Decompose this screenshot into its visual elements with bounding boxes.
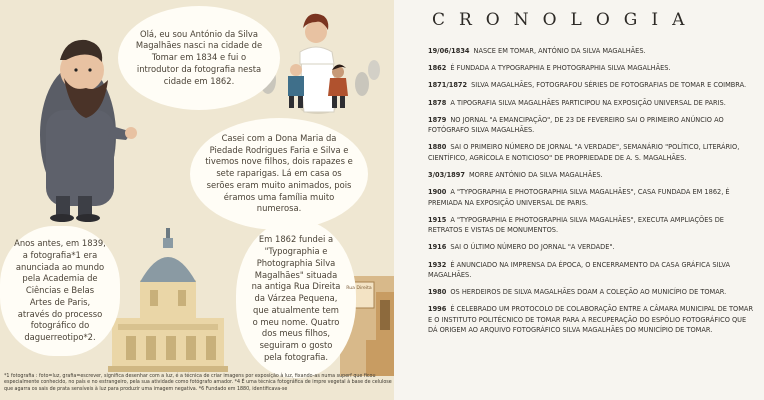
speech-bubble-1839: Anos antes, em 1839, a fotografia*1 era anunciada ao mundo pela Academia de Ciências e Belas Artes de Paris, através do processo fotográfico do daguerreotipo*2. (0, 226, 120, 356)
timeline-entry (428, 46, 754, 56)
timeline-entry (428, 260, 754, 281)
entry-text: NO JORNAL "A EMANCIPAÇÃO", DE 23 DE FEVEREIRO SAI O PRIMEIRO ANÚNCIO AO FOTÓGRAFO SILVA MAGALHÃES. (428, 115, 724, 135)
timeline (428, 46, 754, 342)
speech-bubble-1862: Em 1862 fundei a "Typographia e Photographia Silva Magalhães" situada na antiga Rua Direita da Várzea Pequena, que atualmente tem o meu nome. Quatro dos meus filhos, seguiram o gosto pela fotografia. (236, 220, 356, 378)
entry-date: 1871/1872 (428, 81, 468, 90)
academy-building-illustration (108, 228, 228, 372)
entry-text: É ANUNCIADO NA IMPRENSA DA ÉPOCA, O ENCERRAMENTO DA CASA GRÁFICA SILVA MAGALHÃES. (428, 260, 731, 280)
entry-date: 1862 (428, 64, 447, 73)
entry-date: 1932 (428, 260, 447, 269)
entry-date: 1916 (428, 243, 447, 252)
entry-text: OS HERDEIROS DE SILVA MAGALHÃES DOAM A COLEÇÃO AO MUNICÍPIO DE TOMAR. (450, 288, 727, 297)
entry-text: MORRE ANTÓNIO DA SILVA MAGALHÃES. (468, 171, 603, 180)
footnote: *1 fotografia : foto=luz, grafia=escrever, significa desenhar com a luz, é a técnica de criar imagens por exposição à luz, fixando-as numa superf que ficou especialmente conhecido, no país e no estrangeiro, pela sua atividade como fotógrafo amador. *4 É uma técnica fotográfica de impre vegetal à base de celulose que agarra os sais de prata sensíveis à luz para produzir uma imagem negativa. *6 Fundado em 1880, identificava-se (4, 374, 392, 392)
entry-text: É CELEBRADO UM PROTOCOLO DE COLABORAÇÃO ENTRE A CÂMARA MUNICIPAL DE TOMAR E O INSTITUTO POLITÉCNICO DE TOMAR PARA A RECUPERAÇÃO DO ESPÓLIO FOTOGRÁFICO QUE DÁ ORIGEM AO ARQUIVO FOTOGRÁFICO SILVA MAGALHÃES DO MUNICÍPIO DE TOMAR. (428, 305, 754, 335)
timeline-entry (428, 187, 754, 208)
entry-text: A TIPOGRAFIA SILVA MAGALHÃES PARTICIPOU NA EXPOSIÇÃO UNIVERSAL DE PARIS. (450, 98, 726, 107)
shop-sign: Rua Direita (346, 286, 372, 291)
speech-bubble-marriage: Casei com a Dona Maria da Piedade Rodrigues Faria e Silva e tivemos nove filhos, dois rapazes e sete raparigas. Lá em casa os serões eram muito animados, pois éramos uma família muito numerosa. (190, 118, 368, 230)
timeline-entry (428, 304, 754, 335)
entry-text: SILVA MAGALHÃES, FOTOGRAFOU SÉRIES DE FOTOGRAFIAS DE TOMAR E COIMBRA. (471, 81, 747, 90)
entry-date: 1915 (428, 215, 447, 224)
entry-date: 1980 (428, 288, 447, 297)
entry-date: 3/03/1897 (428, 171, 465, 180)
timeline-entry (428, 287, 754, 297)
entry-text: NASCE EM TOMAR, ANTÓNIO DA SILVA MAGALHÃES. (473, 47, 646, 55)
entry-date: 1900 (428, 188, 447, 197)
entry-text: A "TYPOGRAPHIA E PHOTOGRAPHIA SILVA MAGALHÃES", EXECUTA AMPLIAÇÕES DE RETRATOS E VISTAS DE MONUMENTOS. (428, 215, 724, 235)
entry-date: 1878 (428, 98, 447, 107)
timeline-entry (428, 63, 754, 73)
entry-text: É FUNDADA A TYPOGRAPHIA E PHOTOGRAPHIA SILVA MAGALHÃES. (450, 64, 671, 73)
timeline-entry (428, 98, 754, 108)
page-title: CRONOLOGIA (432, 10, 699, 30)
entry-date: 1879 (428, 115, 447, 124)
timeline-entry (428, 242, 754, 252)
entry-date: 1880 (428, 143, 447, 152)
speech-bubble-intro: Olá, eu sou António da Silva Magalhães nasci na cidade de Tomar em 1834 e fui o introdutor da fotografia nesta cidade em 1862. (118, 6, 280, 110)
entry-text: A "TYPOGRAPHIA E PHOTOGRAPHIA SILVA MAGALHÃES", CASA FUNDADA EM 1862, É PREMIADA NA EXPOSIÇÃO UNIVERSAL DE PARIS. (428, 188, 730, 207)
timeline-entry (428, 80, 754, 90)
entry-text: SAI O PRIMEIRO NÚMERO DE JORNAL "A VERDADE", SEMANÁRIO "POLÍTICO, LITERÁRIO, CIENTÍFICO, AGRÍCOLA E NOTICIOSO" DE PROPRIEDADE DE A. S. MAGALHÃES. (428, 143, 740, 162)
timeline-entry (428, 215, 754, 236)
entry-date: 19/06/1834 (428, 47, 470, 55)
timeline-entry (428, 115, 754, 136)
timeline-entry (428, 142, 754, 163)
timeline-entry (428, 170, 754, 180)
entry-text: SAI O ÚLTIMO NÚMERO DO JORNAL "A VERDADE". (450, 243, 615, 252)
entry-date: 1996 (428, 305, 447, 314)
